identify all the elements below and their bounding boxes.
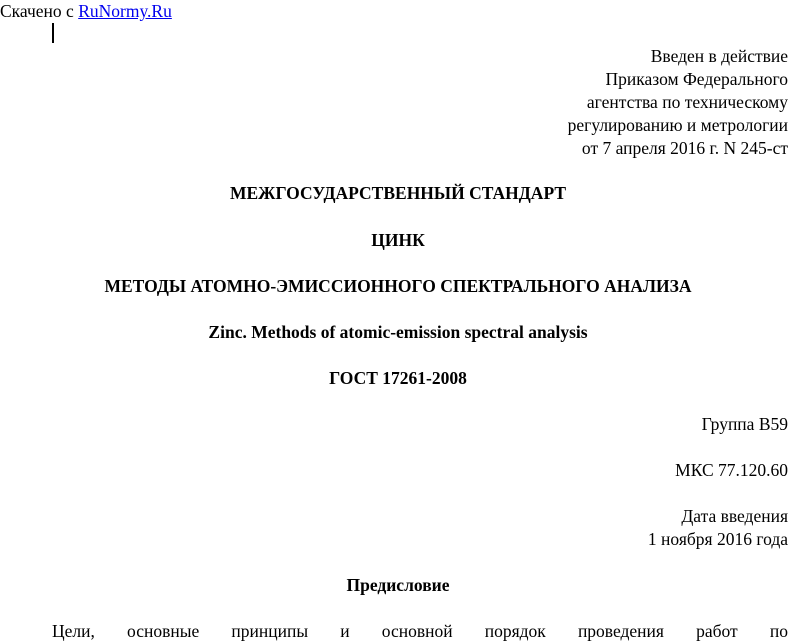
paragraph-word: основные <box>127 621 200 641</box>
approval-line: агентства по техническому <box>586 92 788 112</box>
document-title: ЦИНК <box>371 230 425 250</box>
source-prefix: Скачено с <box>0 1 79 21</box>
english-title: Zinc. Methods of atomic-emission spectral analysis <box>208 322 588 342</box>
paragraph-word: и <box>340 621 350 641</box>
approval-block <box>568 45 788 160</box>
paragraph-word: Цели, <box>52 621 95 641</box>
approval-line: от 7 апреля 2016 г. N 245-ст <box>581 138 788 158</box>
paragraph-word: принципы <box>231 621 309 641</box>
paragraph-word: по <box>769 621 788 641</box>
introduction-date-label: Дата введения <box>681 506 788 526</box>
foreword-heading: Предисловие <box>346 575 450 595</box>
standard-designation: ГОСТ 17261-2008 <box>329 368 467 388</box>
approval-line: Приказом Федерального <box>605 69 788 89</box>
introduction-date: 1 ноября 2016 года <box>647 529 788 549</box>
approval-line: Введен в действие <box>650 46 788 66</box>
text-cursor <box>52 23 54 43</box>
paragraph-word: порядок <box>484 621 546 641</box>
paragraph-word: проведения <box>577 621 664 641</box>
document-subtitle: МЕТОДЫ АТОМНО-ЭМИССИОННОГО СПЕКТРАЛЬНОГО АНАЛИЗА <box>104 276 692 296</box>
standard-type-heading: МЕЖГОСУДАРСТВЕННЫЙ СТАНДАРТ <box>229 183 567 203</box>
approval-line: регулированию и метрологии <box>567 115 788 135</box>
paragraph-word: работ <box>696 621 738 641</box>
source-link[interactable]: RuNormy.Ru <box>78 1 172 21</box>
paragraph-word: основной <box>381 621 453 641</box>
source-line <box>0 0 172 23</box>
foreword-paragraph <box>52 620 788 643</box>
group-code: Группа В59 <box>701 414 788 434</box>
mks-code: МКС 77.120.60 <box>675 460 788 480</box>
